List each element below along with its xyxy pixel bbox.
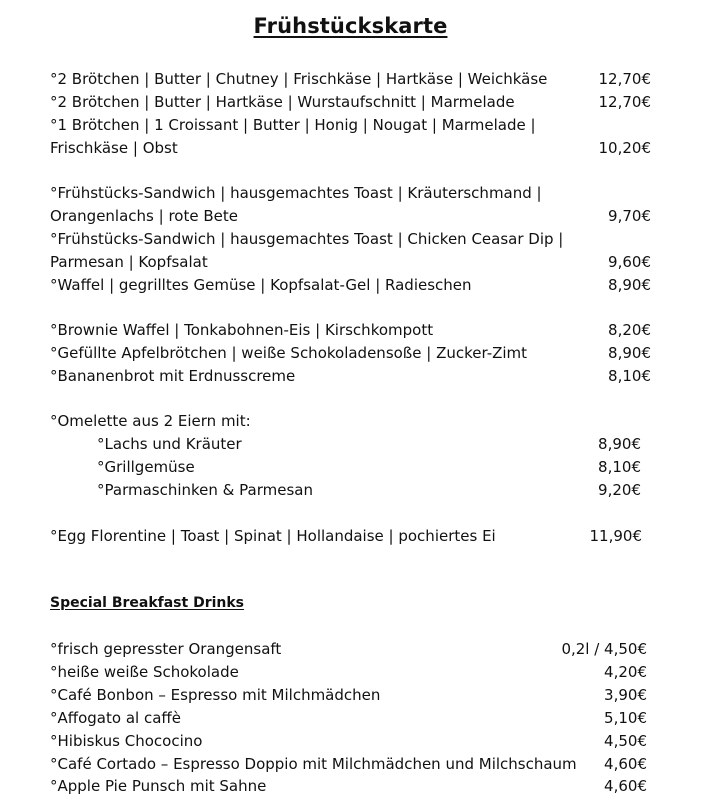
menu-item (0, 456, 701, 478)
menu-item (0, 433, 701, 455)
drink-item (0, 638, 701, 660)
menu-item (0, 114, 701, 136)
menu-title: Frühstückskarte (253, 14, 448, 38)
menu-item-text: °Egg Florentine | Toast | Spinat | Hollandaise | pochiertes Ei (50, 527, 496, 545)
drink-item-text: °Café Bonbon – Espresso mit Milchmädchen (50, 686, 381, 704)
drink-item-text: °frisch gepresster Orangensaft (50, 640, 282, 658)
menu-item-price: 8,90€ (598, 435, 641, 453)
drink-item-price: 4,60€ (604, 755, 647, 773)
menu-item-price: 9,20€ (598, 481, 641, 499)
drink-item-price: 0,2l / 4,50€ (561, 640, 647, 658)
drink-item-text: °Apple Pie Punsch mit Sahne (50, 777, 267, 795)
drink-item (0, 684, 701, 706)
menu-item (0, 182, 701, 204)
menu-item-text: °Lachs und Kräuter (97, 435, 242, 453)
menu-item-text: °Gefüllte Apfelbrötchen | weiße Schokoladensoße | Zucker-Zimt (50, 344, 528, 362)
menu-item-price: 9,70€ (608, 207, 651, 225)
menu-item-price: 8,10€ (608, 367, 651, 385)
drink-item-price: 3,90€ (604, 686, 647, 704)
menu-item (0, 205, 701, 227)
menu-item-price: 8,90€ (608, 344, 651, 362)
menu-item-text: °Omelette aus 2 Eiern mit: (50, 412, 251, 430)
menu-item-text: °2 Brötchen | Butter | Hartkäse | Wurstaufschnitt | Marmelade (50, 93, 515, 111)
menu-item-price: 12,70€ (598, 93, 651, 111)
menu-item-text: Parmesan | Kopfsalat (50, 253, 208, 271)
menu-item-text: °2 Brötchen | Butter | Chutney | Frischkäse | Hartkäse | Weichkäse (50, 70, 548, 88)
drink-item-text: °Affogato al caffè (50, 709, 181, 727)
menu-item-price: 8,10€ (598, 458, 641, 476)
menu-item (0, 251, 701, 273)
drink-item (0, 661, 701, 683)
drink-item (0, 707, 701, 729)
menu-item-text: Frischkäse | Obst (50, 139, 178, 157)
menu-item-text: °1 Brötchen | 1 Croissant | Butter | Honig | Nougat | Marmelade | (50, 116, 536, 134)
drink-item-price: 5,10€ (604, 709, 647, 727)
menu-item-text: °Frühstücks-Sandwich | hausgemachtes Toast | Chicken Ceasar Dip | (50, 230, 564, 248)
drink-item (0, 753, 701, 775)
menu-item (0, 228, 701, 250)
menu-item-price: 12,70€ (598, 70, 651, 88)
menu-item (0, 479, 701, 501)
menu-item-price: 10,20€ (598, 139, 651, 157)
menu-item-price: 8,90€ (608, 276, 651, 294)
menu-item-heading (0, 410, 701, 432)
menu-item-price: 8,20€ (608, 321, 651, 339)
drink-item-text: °heiße weiße Schokolade (50, 663, 239, 681)
menu-item-text: °Waffel | gegrilltes Gemüse | Kopfsalat-Gel | Radieschen (50, 276, 472, 294)
menu-item (0, 365, 701, 387)
menu-item-text: °Parmaschinken & Parmesan (97, 481, 313, 499)
menu-item (0, 274, 701, 296)
menu-item (0, 319, 701, 341)
menu-item (0, 68, 701, 90)
drink-item (0, 730, 701, 752)
menu-item-price: 9,60€ (608, 253, 651, 271)
menu-item (0, 525, 701, 547)
drink-item-price: 4,20€ (604, 663, 647, 681)
drink-item-price: 4,60€ (604, 777, 647, 795)
menu-item-text: Orangenlachs | rote Bete (50, 207, 238, 225)
menu-item-text: °Bananenbrot mit Erdnusscreme (50, 367, 296, 385)
drink-item-text: °Café Cortado – Espresso Doppio mit Milchmädchen und Milchschaum (50, 755, 577, 773)
drink-item-text: °Hibiskus Chococino (50, 732, 203, 750)
section-title-drinks: Special Breakfast Drinks (50, 595, 245, 611)
drink-item-price: 4,50€ (604, 732, 647, 750)
menu-item (0, 342, 701, 364)
menu-item-text: °Frühstücks-Sandwich | hausgemachtes Toast | Kräuterschmand | (50, 184, 542, 202)
menu-item-text: °Grillgemüse (97, 458, 195, 476)
menu-item (0, 137, 701, 159)
menu-item (0, 91, 701, 113)
menu-item-price: 11,90€ (589, 527, 642, 545)
menu-item-text: °Brownie Waffel | Tonkabohnen-Eis | Kirschkompott (50, 321, 434, 339)
drink-item (0, 775, 701, 797)
